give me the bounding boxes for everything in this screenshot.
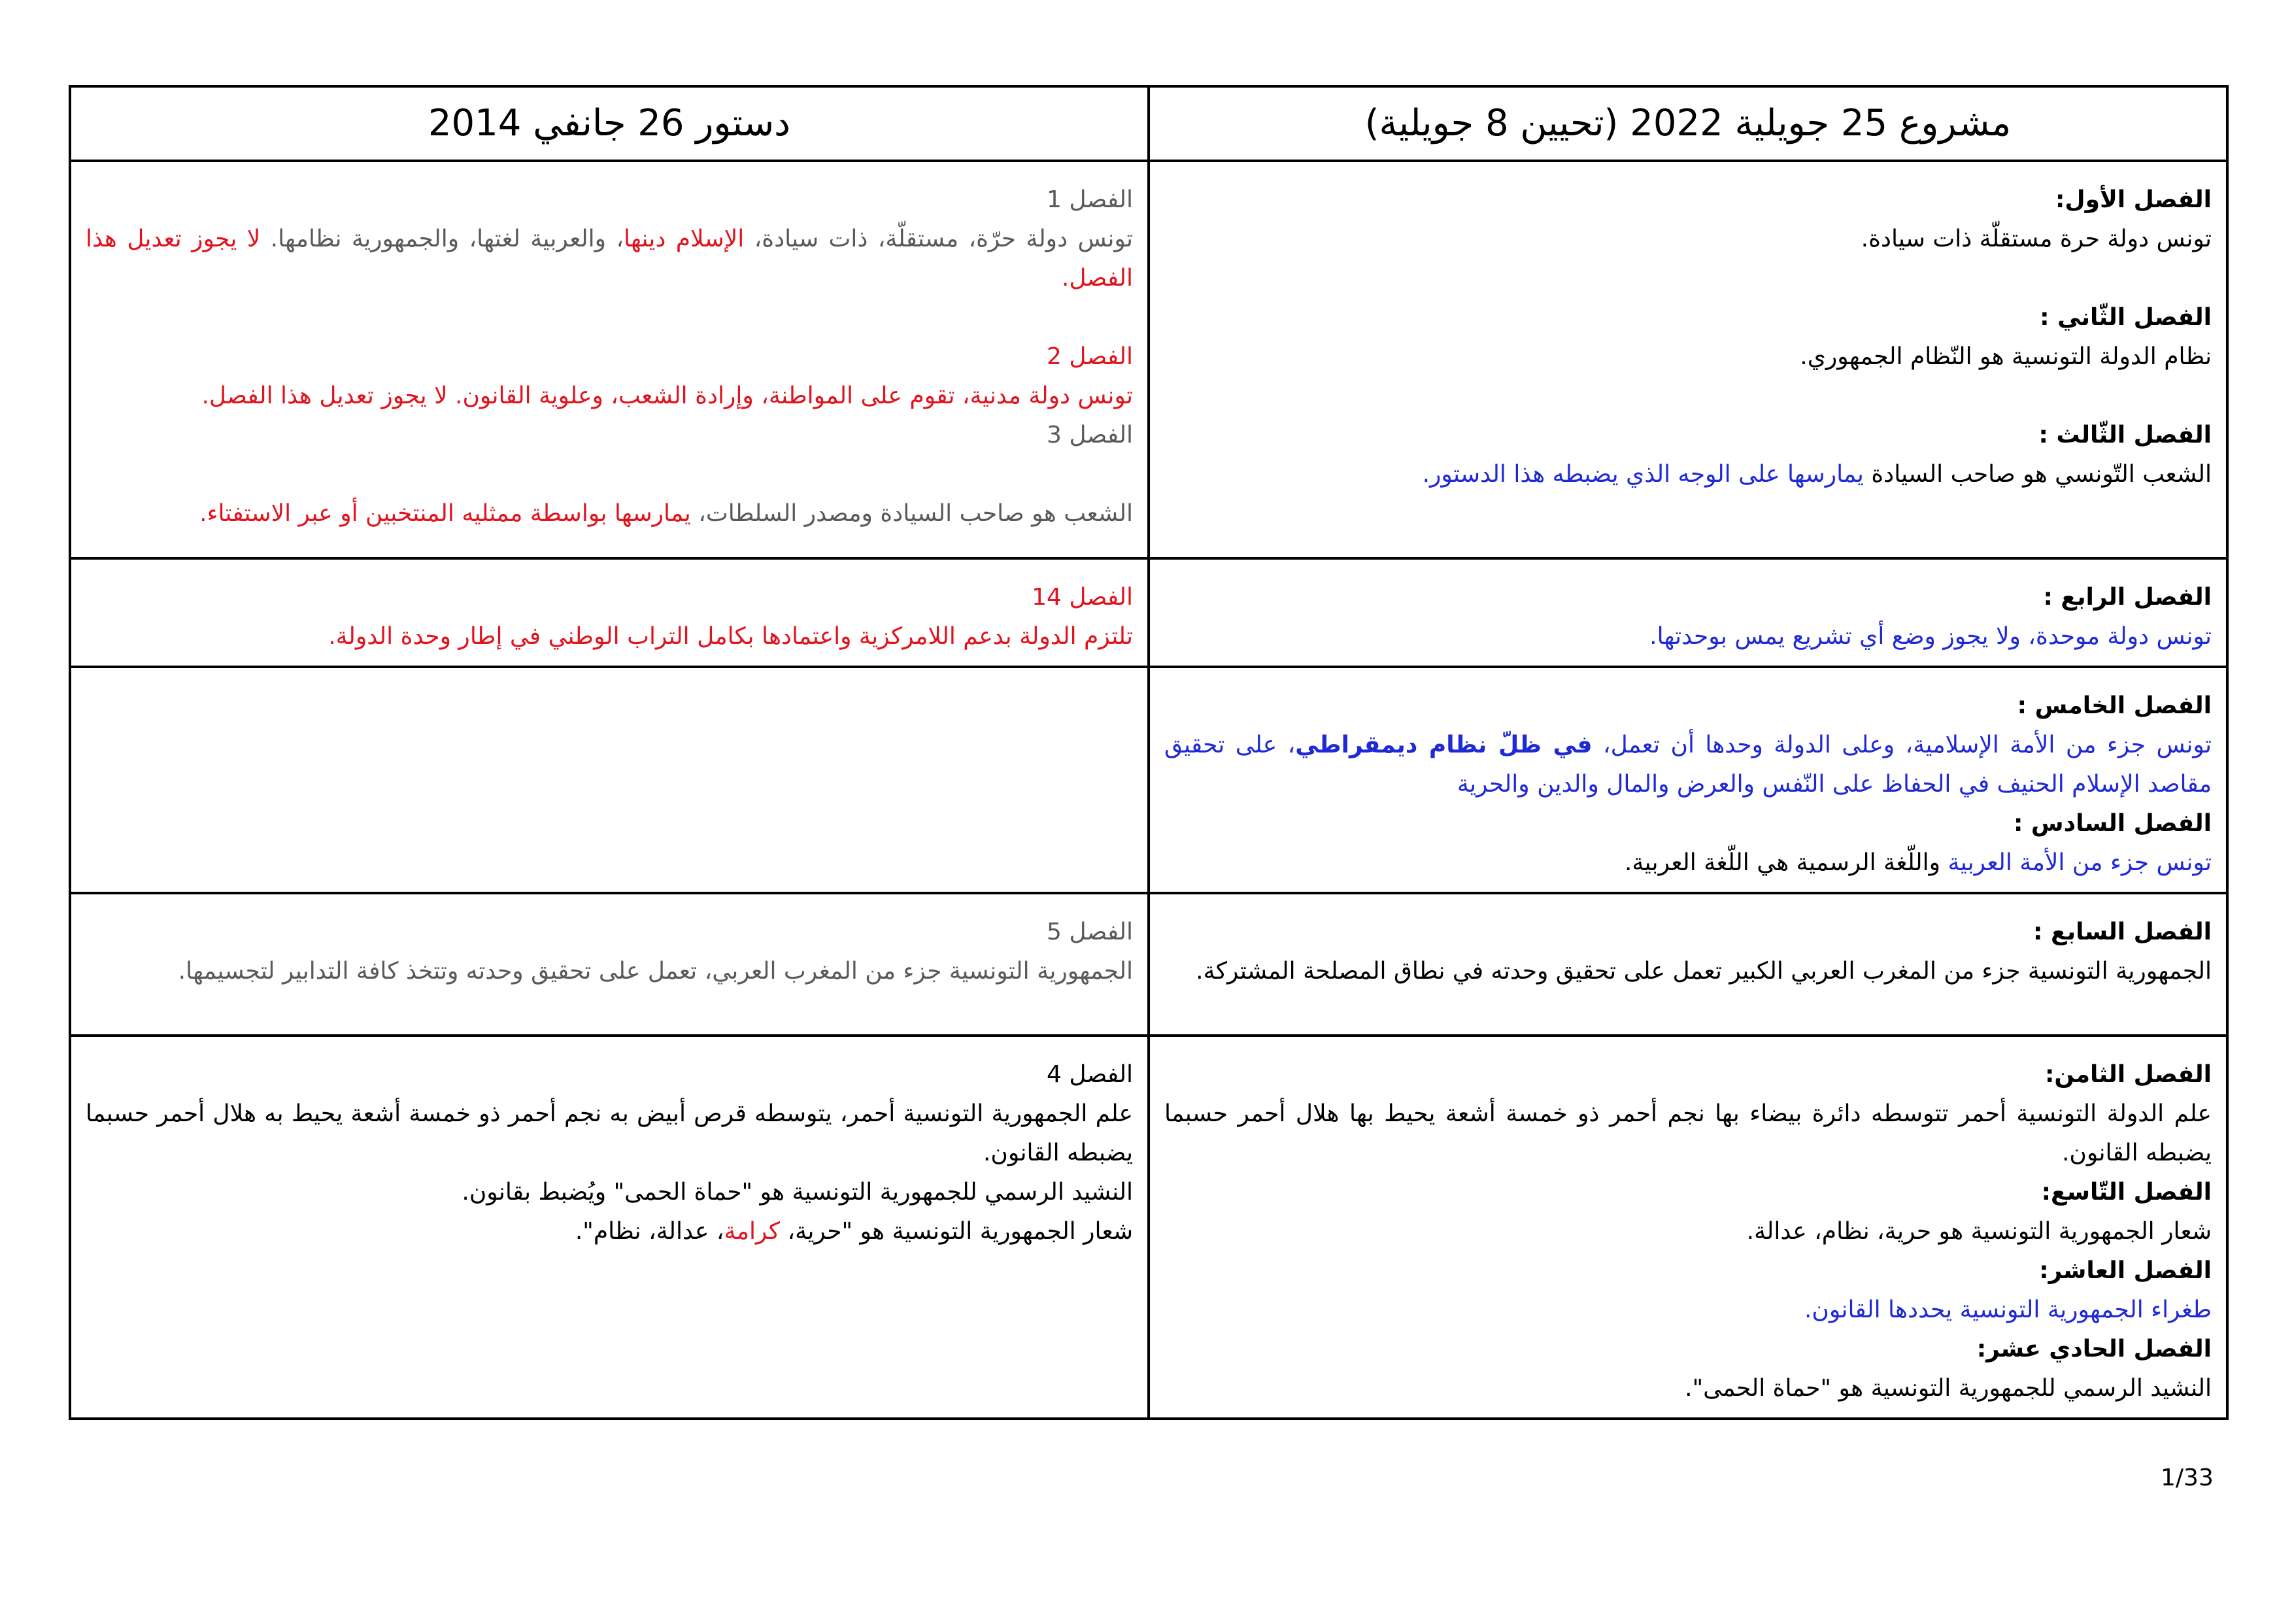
- highlight-blue: يمارسها على الوجه الذي يضبطه هذا الدستور.: [1422, 461, 1864, 488]
- chapter-text: [1164, 455, 2212, 494]
- chapter-text: تونس دولة مدنية، تقوم على المواطنة، وإرادة الشعب، وعلوية القانون. لا يجوز تعديل هذا الفصل.: [201, 382, 1133, 409]
- text-segment: ، والعربية لغتها، والجمهورية نظامها.: [260, 226, 624, 252]
- table-row: [70, 161, 2227, 558]
- cell-2014-empty: [70, 667, 1149, 893]
- chapter-text: [86, 494, 1133, 533]
- cell-2014-chapter-14: [70, 558, 1149, 667]
- chapter-text: علم الجمهورية التونسية أحمر، يتوسطه قرص أبيض به نجم أحمر ذو خمسة أشعة يحيط به هلال أحمر حسبما يضبطه القانون.: [86, 1100, 1133, 1166]
- chapter-text: [86, 1212, 1133, 1251]
- page-number: 1/33: [2161, 1464, 2214, 1491]
- cell-2022-chapters-5-6: [1149, 667, 2227, 893]
- cell-2022-chapter-4: [1149, 558, 2227, 667]
- chapter-title: الفصل 4: [1046, 1061, 1133, 1088]
- header-2014-constitution: دستور 26 جانفي 2014: [70, 86, 1149, 161]
- chapter-title: الفصل العاشر:: [2039, 1257, 2212, 1284]
- cell-2014-chapter-4: [70, 1036, 1149, 1419]
- highlight-red: يمارسها بواسطة ممثليه المنتخبين أو عبر الاستفتاء.: [199, 500, 691, 527]
- text-segment: الشعب هو صاحب السيادة ومصدر السلطات،: [690, 500, 1133, 527]
- chapter-text: تونس دولة حرة مستقلّة ذات سيادة.: [1861, 226, 2212, 252]
- chapter-text: النشيد الرسمي للجمهورية التونسية هو "حماة الحمى" ويُضبط بقانون.: [462, 1179, 1133, 1206]
- chapter-title: الفصل الثامن:: [2044, 1061, 2212, 1088]
- chapter-title: الفصل الثّالث :: [2038, 422, 2212, 448]
- cell-2022-chapter-7: [1149, 893, 2227, 1036]
- highlight-red: لا يجوز تعديل هذا الفصل.: [86, 226, 1133, 292]
- chapter-text: [1164, 726, 2212, 804]
- chapter-title: الفصل 2: [1046, 343, 1133, 370]
- text-segment: الشعب التّونسي هو صاحب السيادة: [1863, 461, 2212, 488]
- text-segment: ، على تحقيق مقاصد الإسلام الحنيف في الحفاظ على النّفس والعرض والمال والدين والحرية: [1164, 732, 2212, 798]
- chapter-text: النشيد الرسمي للجمهورية التونسية هو "حماة الحمى".: [1685, 1375, 2212, 1402]
- chapter-title: الفصل الأول:: [2055, 186, 2212, 213]
- chapter-title: الفصل السابع :: [2033, 919, 2212, 945]
- highlight-red: كرامة: [724, 1218, 781, 1245]
- chapter-title: الفصل 5: [1046, 919, 1133, 945]
- chapter-text: [86, 220, 1133, 298]
- chapter-text: الجمهورية التونسية جزء من المغرب العربي الكبير تعمل على تحقيق وحدته في نطاق المصلحة المشتركة.: [1196, 958, 2212, 985]
- highlight-blue: تونس جزء من الأمة العربية: [1948, 849, 2212, 876]
- text-segment: تونس دولة حرّة، مستقلّة، ذات سيادة،: [744, 226, 1133, 252]
- chapter-text: تونس دولة موحدة، ولا يجوز وضع أي تشريع يمس بوحدتها.: [1649, 623, 2212, 650]
- chapter-title: الفصل الخامس :: [2017, 692, 2212, 719]
- header-row: [70, 86, 2227, 161]
- chapter-text: نظام الدولة التونسية هو النّظام الجمهوري.: [1800, 343, 2212, 370]
- highlight-bold-blue: في ظلّ نظام ديمقراطي: [1295, 732, 1593, 758]
- text-segment: واللّغة الرسمية هي اللّغة العربية.: [1624, 849, 1948, 876]
- table-row: [70, 893, 2227, 1036]
- chapter-text: علم الدولة التونسية أحمر تتوسطه دائرة بيضاء بها نجم أحمر ذو خمسة أشعة يحيط بها هلال أحمر حسبما يضبطه القانون.: [1164, 1100, 2212, 1166]
- chapter-title: الفصل 3: [1046, 422, 1133, 448]
- chapter-title: الفصل الحادي عشر:: [1976, 1336, 2212, 1362]
- chapter-text: [1164, 843, 2212, 883]
- cell-2014-chapter-5: [70, 893, 1149, 1036]
- text-segment: شعار الجمهورية التونسية هو "حرية،: [780, 1218, 1133, 1245]
- chapter-text: تلتزم الدولة بدعم اللامركزية واعتمادها بكامل التراب الوطني في إطار وحدة الدولة.: [328, 623, 1133, 650]
- chapter-text: طغراء الجمهورية التونسية يحددها القانون.: [1804, 1296, 2212, 1323]
- table-row: [70, 667, 2227, 893]
- chapter-title: الفصل التّاسع:: [2041, 1179, 2212, 1206]
- text-segment: تونس جزء من الأمة الإسلامية، وعلى الدولة وحدها أن تعمل،: [1592, 732, 2212, 758]
- chapter-title: الفصل السادس :: [2014, 810, 2212, 837]
- cell-2022-chapters-1-3: [1149, 161, 2227, 558]
- chapter-title: الفصل 1: [1046, 186, 1133, 213]
- table-row: [70, 1036, 2227, 1419]
- chapter-text: الجمهورية التونسية جزء من المغرب العربي، تعمل على تحقيق وحدته وتتخذ كافة التدابير لتجسيمها.: [178, 958, 1133, 985]
- comparison-table: [69, 85, 2229, 1420]
- text-segment: ، عدالة، نظام".: [575, 1218, 724, 1245]
- header-2022-project: مشروع 25 جويلية 2022 (تحيين 8 جويلية): [1149, 86, 2227, 161]
- chapter-title: الفصل 14: [1032, 584, 1133, 611]
- table-row: [70, 558, 2227, 667]
- chapter-title: الفصل الرابع :: [2043, 584, 2212, 611]
- highlight-red: الإسلام دينها: [623, 226, 745, 252]
- chapter-text: شعار الجمهورية التونسية هو حرية، نظام، عدالة.: [1746, 1218, 2212, 1245]
- cell-2022-chapters-8-11: [1149, 1036, 2227, 1419]
- chapter-title: الفصل الثّاني :: [2040, 304, 2212, 331]
- cell-2014-chapters-1-3: [70, 161, 1149, 558]
